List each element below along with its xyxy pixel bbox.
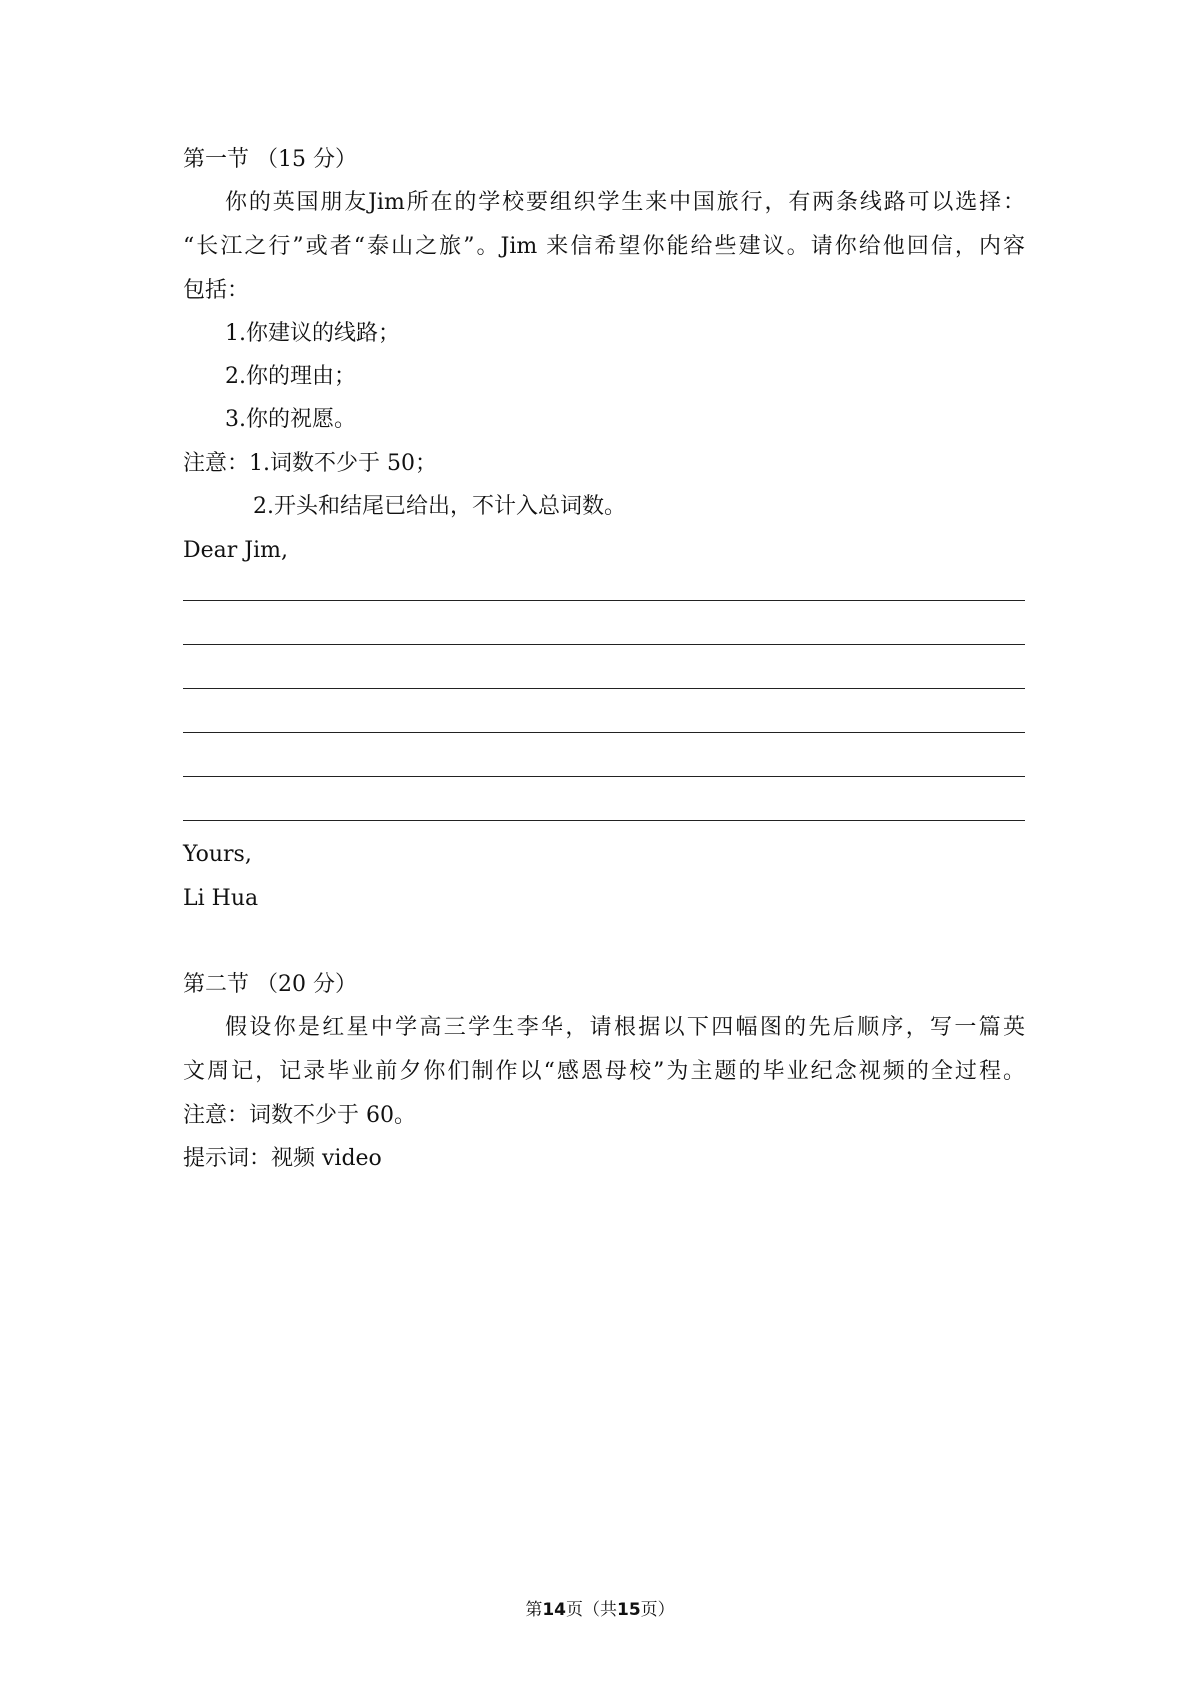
section1-point-3: 3.你的祝愿。 <box>225 407 356 432</box>
answer-line-6[interactable] <box>183 820 1025 821</box>
footer-prefix: 第 <box>525 1600 543 1620</box>
section2-hint: 提示词：视频 video <box>183 1146 382 1171</box>
section1-heading: 第一节 （15 分） <box>183 147 357 172</box>
section1-point-2: 2.你的理由； <box>225 364 356 389</box>
section1-note-line1: 注意：1.词数不少于 50； <box>183 451 437 476</box>
section2-prompt-line2: 文周记，记录毕业前夕你们制作以“感恩母校”为主题的毕业纪念视频的全过程。 <box>183 1059 1025 1084</box>
answer-line-2[interactable] <box>183 644 1025 645</box>
section1-point-1: 1.你建议的线路； <box>225 321 400 346</box>
answer-line-3[interactable] <box>183 688 1025 689</box>
letter-signature: Li Hua <box>183 886 259 911</box>
section2-note: 注意：词数不少于 60。 <box>183 1103 416 1128</box>
section2-prompt-line1: 假设你是红星中学高三学生李华，请根据以下四幅图的先后顺序，写一篇英 <box>225 1015 1025 1040</box>
answer-line-5[interactable] <box>183 776 1025 777</box>
section1-prompt-line3: 包括： <box>183 278 250 303</box>
answer-line-4[interactable] <box>183 732 1025 733</box>
section1-note-line2: 2.开头和结尾已给出，不计入总词数。 <box>253 494 626 519</box>
section1-prompt-line2: “长江之行”或者“泰山之旅”。Jim 来信希望你能给些建议。请你给他回信，内容 <box>183 234 1025 259</box>
answer-line-1[interactable] <box>183 600 1025 601</box>
footer-suffix: 页） <box>640 1600 675 1620</box>
letter-greeting: Dear Jim, <box>183 538 288 563</box>
section2-heading: 第二节 （20 分） <box>183 972 357 997</box>
footer-total-pages: 15 <box>617 1600 641 1620</box>
letter-closing: Yours, <box>183 842 252 867</box>
footer-middle: 页（共 <box>566 1600 617 1620</box>
page-footer <box>0 1598 1200 1622</box>
footer-page-number: 14 <box>542 1600 566 1620</box>
section1-prompt-line1: 你的英国朋友Jim所在的学校要组织学生来中国旅行，有两条线路可以选择： <box>225 190 1025 215</box>
